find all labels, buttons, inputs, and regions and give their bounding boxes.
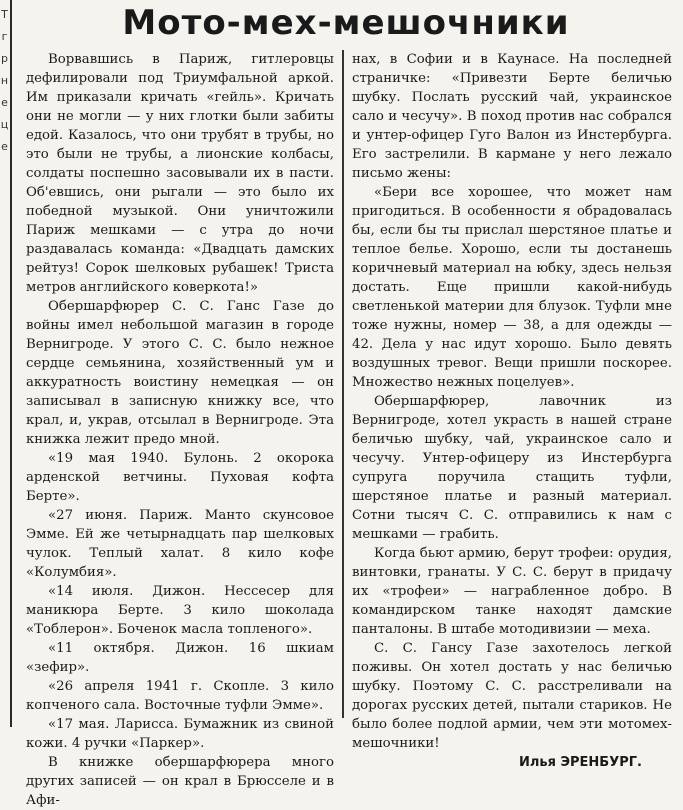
notebook-entry: «19 мая 1940. Булонь. 2 окорока арденской ветчины. Пуховая кофта Берте». [26, 451, 334, 504]
article-left-column [26, 50, 334, 810]
column-divider [342, 50, 344, 718]
notebook-entry: «14 июля. Дижон. Нессесер для маникюра Берте. 3 кило шоколада «Тоблерон». Боченок масла топленого». [26, 584, 334, 637]
left-column-rule [10, 0, 12, 727]
author-signature: Илья ЭРЕНБУРГ. [518, 755, 642, 770]
paragraph: нах, в Софии и в Каунасе. На последней страничке: «Привезти Берте беличью шубку. Послать русский чай, украинское сало и чесучу». В поход против нас собрался и унтер-офицер Гуго Валон из Инстербурга. Его застрелили. В кармане у него лежало письмо жены: [352, 52, 672, 181]
paragraph: Когда бьют армию, берут трофеи: орудия, винтовки, гранаты. У С. С. берут в придачу их «трофеи» — награбленное добро. В командирском танке находят дамские панталоны. В штабе мотодивизии — меха. [352, 546, 672, 637]
paragraph: Обершарфюрер С. С. Ганс Газе до войны имел небольшой магазин в городе Вернигроде. У этого С. С. было нежное сердце семьянина, хозяйственный ум и аккуратность воистину немецкая — он записывал в записную книжку все, что крал, и, украв, отсылал в Вернигроде. Эта книжка лежит предо мной. [26, 299, 334, 447]
adjacent-column-fragment [0, 4, 9, 304]
paragraph: В книжке обершарфюрера много других записей — он крал в Брюсселе и в Афи- [26, 755, 334, 808]
paragraph: Обершарфюрер, лавочник из Вернигроде, хотел украсть в нашей стране беличью шубку, чай, украинское сало и чесучу. Унтер-офицеру из Инстербурга супруга поручила стащить туфли, шерстяное платье и разный материал. Сотни тысяч С. С. отправились к нам с мешками — грабить. [352, 394, 672, 542]
notebook-entry: «17 мая. Ларисса. Бумажник из свиной кожи. 4 ручки «Паркер». [26, 717, 334, 751]
edge-letter: н [0, 74, 9, 87]
edge-letter: г [1, 30, 8, 43]
article-title: Мото-мех-мешочники [122, 3, 570, 43]
article-right-column [352, 50, 672, 772]
edge-letter: р [1, 52, 8, 65]
edge-letter: ц [0, 118, 9, 131]
edge-letter: е [1, 96, 8, 109]
letter-quote: «Бери все хорошее, что может нам пригодиться. В особенности я обрадовалась бы, если бы ты прислал шерстяное платье и теплое белье. Хорошо, если ты достанешь коричневый материал на юбку, здесь нельзя достать. Еще пришли какой-нибудь светленькой материи для блузок. Туфли мне тоже нужны, номер — 38, а для одежды — 42. Дела у нас идут хорошо. Было девять воздушных тревог. Вещи пришли поскорее. Множество нежных поцелуев». [352, 185, 672, 390]
notebook-entry: «11 октября. Дижон. 16 шкиам «зефир». [26, 641, 334, 675]
edge-letter: Т [1, 8, 8, 21]
notebook-entry: «27 июня. Париж. Манто скунсовое Эмме. Ей же четырнадцать пар шелковых чулок. Теплый халат. 8 кило кофе «Колумбия». [26, 508, 334, 580]
paragraph: Ворвавшись в Париж, гитлеровцы дефилировали под Триумфальной аркой. Им приказали кричать «гейль». Кричать они не могли — у них глотки были забиты едой. Казалось, что они трубят в трубы, но это были не трубы, а лионские колбасы, солдаты поспешно засовывали их в пасти. Об'евшись, они рыгали — это было их победной музыкой. Они уничтожили Париж мешками — с утра до ночи раздавалась команда: «Двадцать дамских рейтуз! Сорок шелковых рубашек! Триста метров английского коверкота!» [26, 52, 334, 295]
paragraph: С. С. Гансу Газе захотелось легкой поживы. Он хотел достать у нас беличью шубку. Поэтому С. С. расстреливали на дорогах русских детей, пытали стариков. Не было более подлой армии, чем эти мотомех-мешочники! [352, 641, 672, 751]
edge-letter: е [1, 140, 8, 153]
notebook-entry: «26 апреля 1941 г. Скопле. 3 кило копченого сала. Восточные туфли Эмме». [26, 679, 334, 713]
